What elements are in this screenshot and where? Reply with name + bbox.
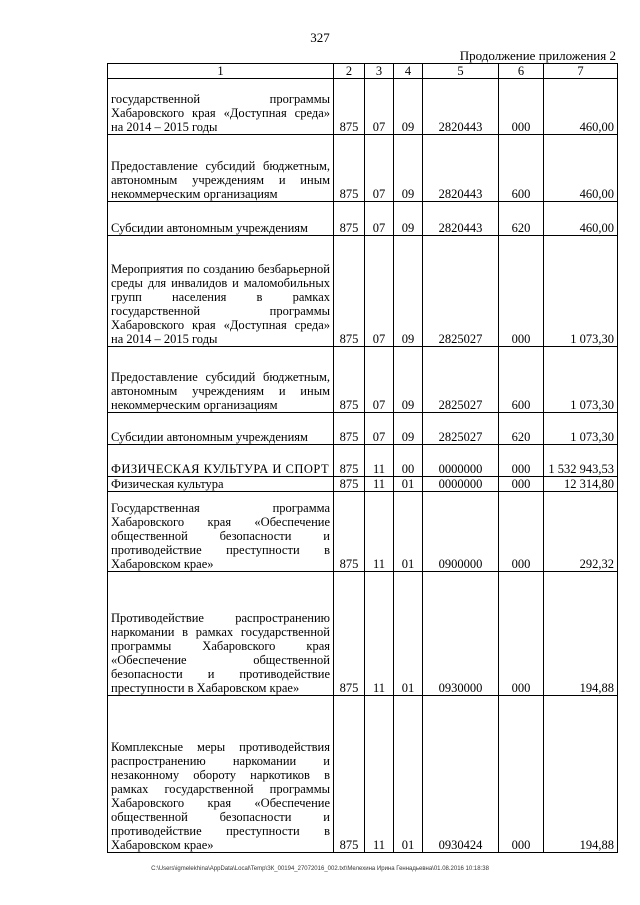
table-row (108, 572, 618, 696)
column-header: 7 (544, 64, 618, 79)
table-row (108, 696, 618, 853)
cell-target-article: 2820443 (423, 135, 499, 202)
cell-subsection: 09 (394, 202, 423, 236)
cell-subsection: 01 (394, 477, 423, 492)
cell-expense-type: 000 (499, 696, 544, 853)
cell-amount: 1 532 943,53 (544, 445, 618, 477)
cell-ministry: 875 (334, 413, 365, 445)
cell-amount: 1 073,30 (544, 413, 618, 445)
cell-section: 07 (365, 236, 394, 347)
cell-section: 07 (365, 79, 394, 135)
column-header: 1 (108, 64, 334, 79)
cell-ministry: 875 (334, 135, 365, 202)
cell-ministry: 875 (334, 477, 365, 492)
column-header: 5 (423, 64, 499, 79)
table-row (108, 79, 618, 135)
table-row (108, 492, 618, 572)
cell-target-article: 0000000 (423, 445, 499, 477)
table-row (108, 477, 618, 492)
cell-expense-type: 000 (499, 445, 544, 477)
cell-target-article: 0930000 (423, 572, 499, 696)
cell-amount: 1 073,30 (544, 236, 618, 347)
row-name: Предоставление субсидий бюджетным, автономным учреждениям и иным некоммерческим организациям (108, 347, 334, 413)
budget-table (107, 63, 618, 853)
table-row (108, 236, 618, 347)
table-row (108, 202, 618, 236)
column-header: 2 (334, 64, 365, 79)
cell-expense-type: 620 (499, 413, 544, 445)
cell-ministry: 875 (334, 236, 365, 347)
cell-target-article: 2825027 (423, 347, 499, 413)
cell-target-article: 2825027 (423, 413, 499, 445)
cell-section: 07 (365, 202, 394, 236)
column-header: 4 (394, 64, 423, 79)
row-name: Предоставление субсидий бюджетным, автономным учреждениям и иным некоммерческим организациям (108, 135, 334, 202)
cell-ministry: 875 (334, 572, 365, 696)
cell-expense-type: 000 (499, 236, 544, 347)
cell-amount: 460,00 (544, 79, 618, 135)
cell-subsection: 09 (394, 135, 423, 202)
appendix-continuation-label: Продолжение приложения 2 (459, 48, 616, 63)
cell-expense-type: 000 (499, 79, 544, 135)
cell-target-article: 2820443 (423, 202, 499, 236)
row-name: государственной программы Хабаровского края «Доступная среда» на 2014 – 2015 годы (108, 79, 334, 135)
row-name: Государственная программа Хабаровского края «Обеспечение общественной безопасности и противодействие преступности в Хабаровском крае» (108, 492, 334, 572)
cell-expense-type: 000 (499, 477, 544, 492)
row-name: Субсидии автономным учреждениям (108, 413, 334, 445)
cell-subsection: 09 (394, 236, 423, 347)
row-name: Физическая культура (108, 477, 334, 492)
cell-section: 11 (365, 572, 394, 696)
table-row (108, 135, 618, 202)
row-name: Субсидии автономным учреждениям (108, 202, 334, 236)
cell-target-article: 0900000 (423, 492, 499, 572)
cell-amount: 1 073,30 (544, 347, 618, 413)
cell-section: 11 (365, 477, 394, 492)
cell-expense-type: 000 (499, 492, 544, 572)
page-number: 327 (310, 30, 330, 45)
cell-section: 11 (365, 696, 394, 853)
cell-expense-type: 000 (499, 572, 544, 696)
cell-section: 07 (365, 135, 394, 202)
cell-amount: 12 314,80 (544, 477, 618, 492)
cell-expense-type: 600 (499, 347, 544, 413)
cell-subsection: 01 (394, 572, 423, 696)
cell-section: 11 (365, 445, 394, 477)
cell-section: 11 (365, 492, 394, 572)
cell-target-article: 0000000 (423, 477, 499, 492)
cell-subsection: 00 (394, 445, 423, 477)
cell-amount: 460,00 (544, 202, 618, 236)
cell-section: 07 (365, 347, 394, 413)
table-row (108, 445, 618, 477)
table-header-row (108, 64, 618, 79)
cell-expense-type: 600 (499, 135, 544, 202)
cell-amount: 194,88 (544, 696, 618, 853)
cell-subsection: 09 (394, 413, 423, 445)
cell-expense-type: 620 (499, 202, 544, 236)
row-name: ФИЗИЧЕСКАЯ КУЛЬТУРА И СПОРТ (108, 445, 334, 477)
cell-subsection: 09 (394, 347, 423, 413)
cell-target-article: 2820443 (423, 79, 499, 135)
cell-amount: 460,00 (544, 135, 618, 202)
row-name: Комплексные меры противодействия распространению наркомании и незаконному обороту наркотиков в рамках государственной программы Хабаровского края «Обеспечение общественной безопасности и противодействие преступности в Хабаровском крае» (108, 696, 334, 853)
cell-ministry: 875 (334, 492, 365, 572)
document-file-path: C:\Users\igmelekhina\AppData\Local\Temp\ЗК_00194_27072016_002.txt\Мелехина Ирина Геннадьевна\01.08.2016 10:18:38 (151, 866, 489, 872)
row-name: Противодействие распространению наркомании в рамках государственной программы Хабаровского края «Обеспечение общественной безопасности и противодействие преступности в Хабаровском крае» (108, 572, 334, 696)
cell-subsection: 01 (394, 492, 423, 572)
table-row (108, 413, 618, 445)
cell-section: 07 (365, 413, 394, 445)
cell-ministry: 875 (334, 202, 365, 236)
column-header: 6 (499, 64, 544, 79)
cell-ministry: 875 (334, 696, 365, 853)
cell-target-article: 0930424 (423, 696, 499, 853)
cell-target-article: 2825027 (423, 236, 499, 347)
table-row (108, 347, 618, 413)
cell-subsection: 01 (394, 696, 423, 853)
row-name: Мероприятия по созданию безбарьерной среды для инвалидов и маломобильных групп населения в рамках государственной программы Хабаровского края «Доступная среда» на 2014 – 2015 годы (108, 236, 334, 347)
column-header: 3 (365, 64, 394, 79)
cell-ministry: 875 (334, 445, 365, 477)
cell-amount: 292,32 (544, 492, 618, 572)
cell-ministry: 875 (334, 79, 365, 135)
cell-ministry: 875 (334, 347, 365, 413)
cell-amount: 194,88 (544, 572, 618, 696)
cell-subsection: 09 (394, 79, 423, 135)
